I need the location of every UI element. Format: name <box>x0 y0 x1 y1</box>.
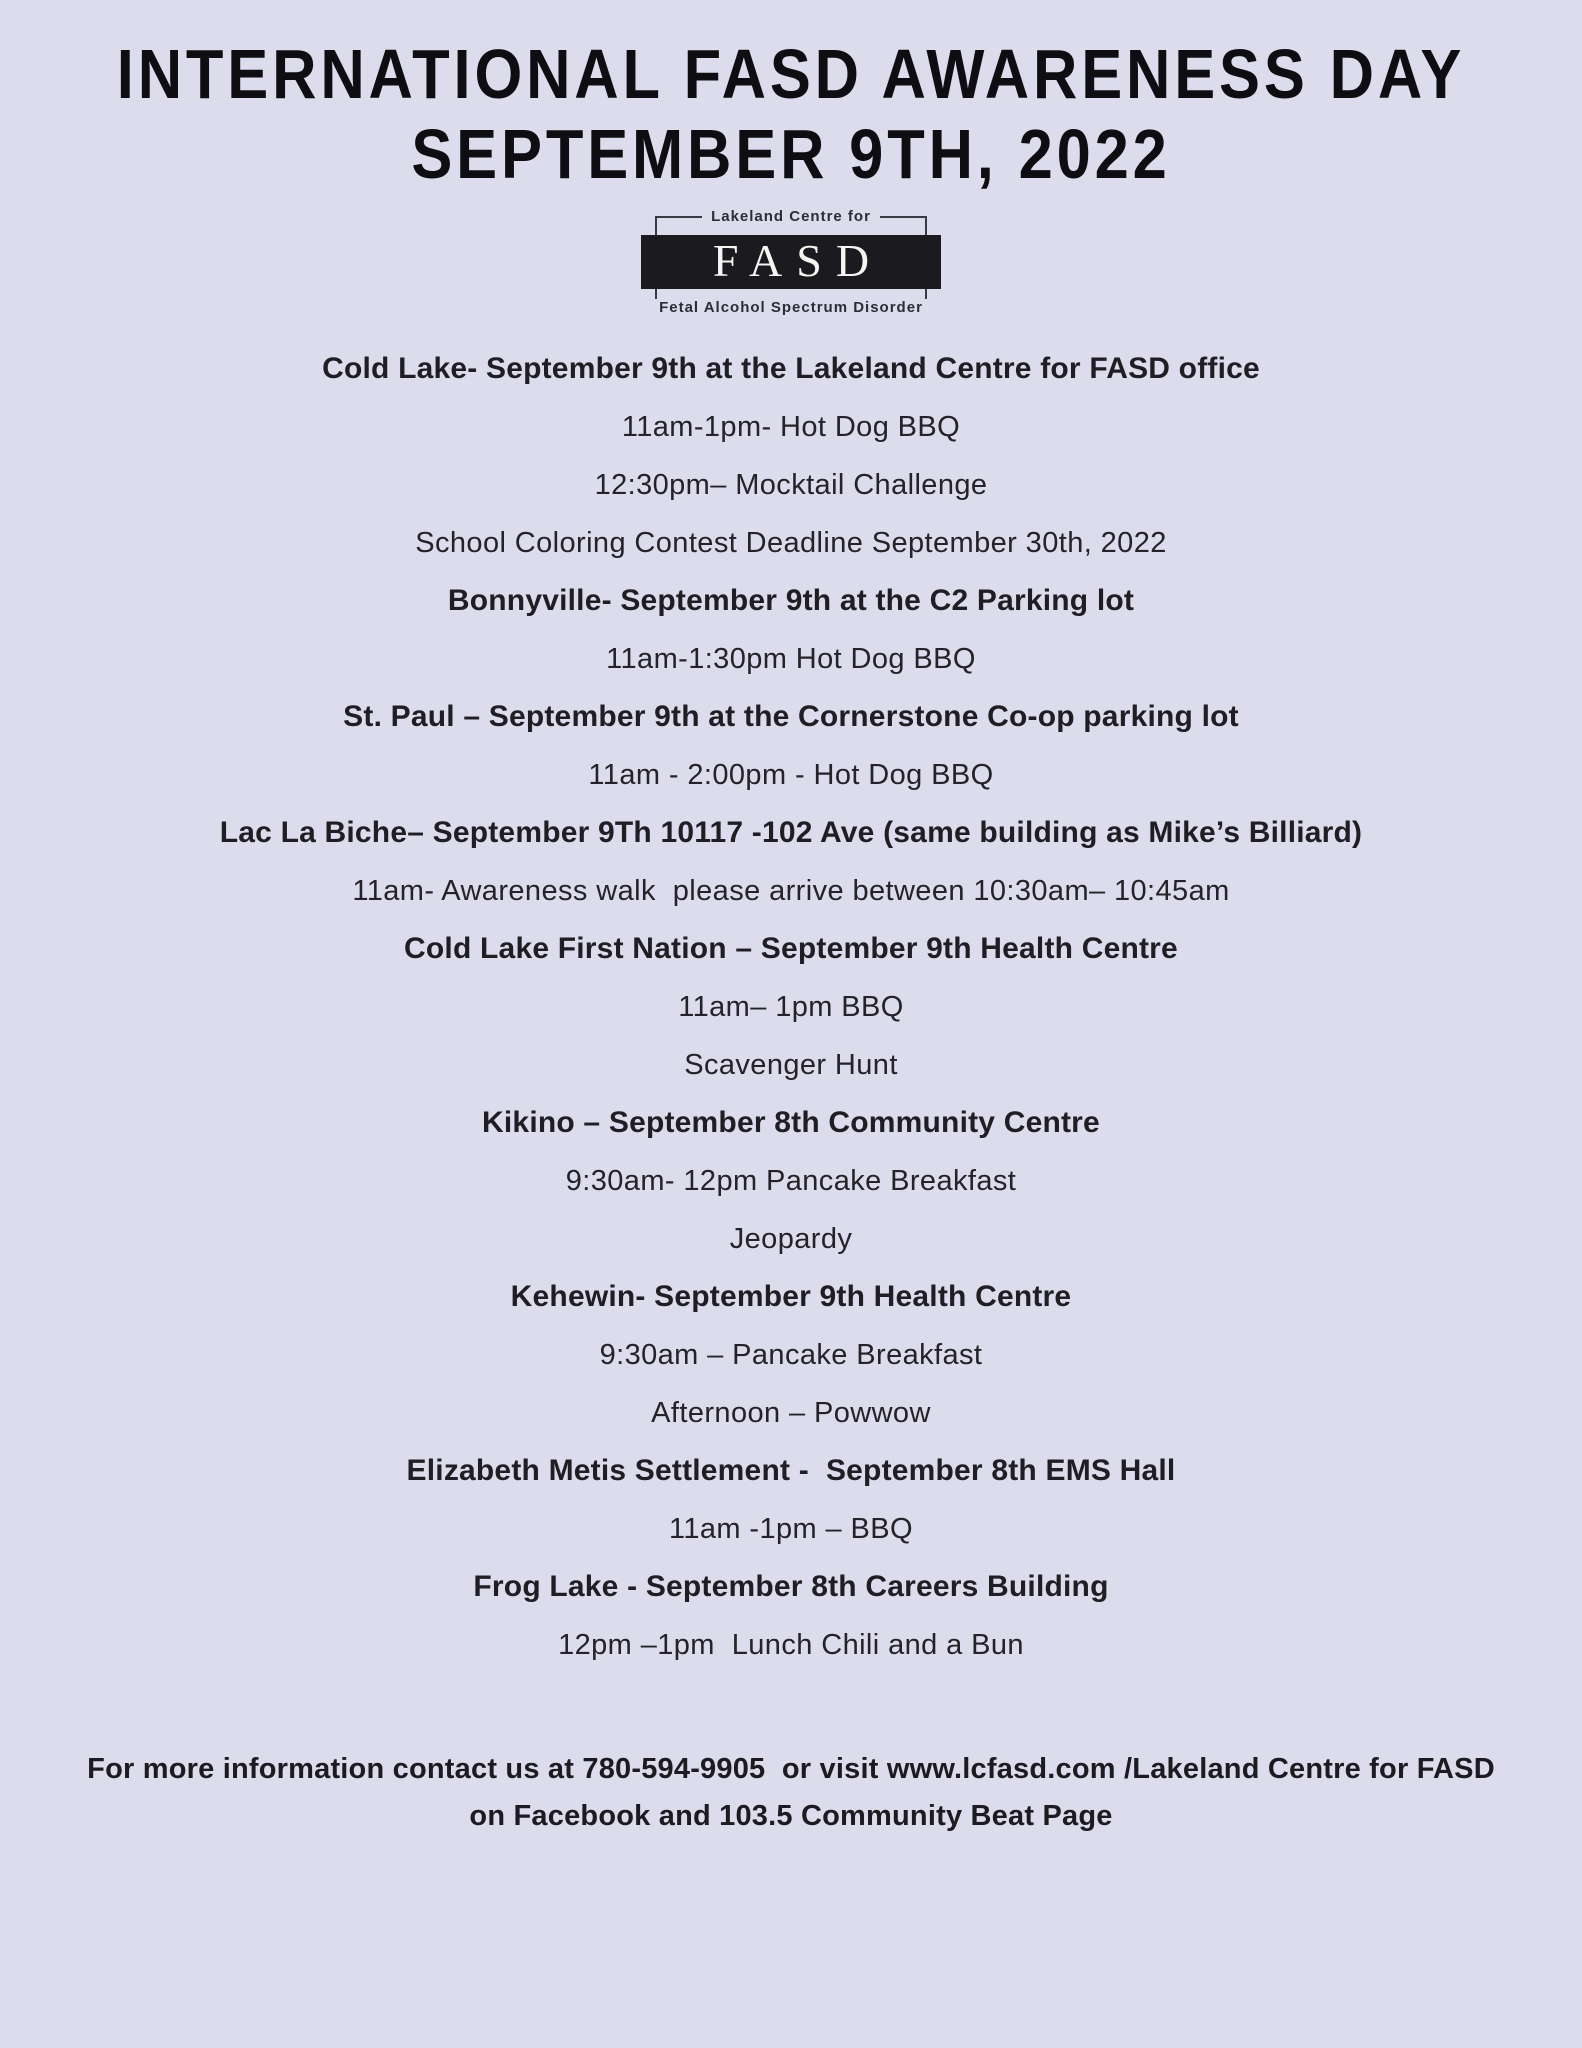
event-detail-line: 9:30am – Pancake Breakfast <box>599 1339 983 1371</box>
event-detail-line: 12:30pm– Mocktail Challenge <box>594 469 988 501</box>
event-detail-line: 11am - 2:00pm - Hot Dog BBQ <box>588 759 994 791</box>
footer-line-1: For more information contact us at 780-594-9905 or visit www.lcfasd.com /Lakeland Centre for FASD <box>87 1753 1495 1785</box>
event-heading: Cold Lake- September 9th at the Lakeland Centre for FASD office <box>322 352 1260 385</box>
event-detail-line: Afternoon – Powwow <box>651 1397 931 1429</box>
event-detail-line: 11am-1pm- Hot Dog BBQ <box>621 411 961 443</box>
logo-top-label <box>641 206 941 227</box>
event-detail-line: 11am -1pm – BBQ <box>668 1513 913 1545</box>
logo-top-label-text: Lakeland Centre for <box>702 208 880 225</box>
event-detail-line: 11am– 1pm BBQ <box>678 991 904 1023</box>
event-detail-line: 12pm –1pm Lunch Chili and a Bun <box>558 1629 1024 1661</box>
event-detail-line: Jeopardy <box>729 1223 853 1255</box>
logo-acronym: FASD <box>641 235 941 289</box>
event-heading: Bonnyville- September 9th at the C2 Parking lot <box>447 584 1135 617</box>
event-heading: Kikino – September 8th Community Centre <box>482 1106 1100 1139</box>
event-list <box>0 340 1582 1674</box>
lakeland-centre-fasd-logo <box>641 206 941 318</box>
title-line-1: INTERNATIONAL FASD AWARENESS DAY <box>116 35 1466 113</box>
event-heading: St. Paul – September 9th at the Cornerstone Co-op parking lot <box>343 700 1239 733</box>
event-detail-line: Scavenger Hunt <box>684 1049 898 1081</box>
page-title <box>0 0 1582 194</box>
footer <box>0 1746 1582 1840</box>
event-heading: Lac La Biche– September 9Th 10117 -102 Ave (same building as Mike’s Billiard) <box>219 816 1363 849</box>
event-detail-line: 11am-1:30pm Hot Dog BBQ <box>606 643 976 675</box>
logo-bottom-label <box>641 297 941 318</box>
event-detail-line: 11am- Awareness walk please arrive between 10:30am– 10:45am <box>352 875 1230 907</box>
title-line-2: SEPTEMBER 9TH, 2022 <box>411 115 1171 193</box>
event-heading: Cold Lake First Nation – September 9th Health Centre <box>404 932 1178 965</box>
event-heading: Kehewin- September 9th Health Centre <box>510 1280 1072 1313</box>
footer-line-2: on Facebook and 103.5 Community Beat Page <box>469 1800 1113 1832</box>
event-heading: Frog Lake - September 8th Careers Building <box>473 1570 1109 1603</box>
logo-bottom-label-text: Fetal Alcohol Spectrum Disorder <box>650 299 932 316</box>
event-detail-line: School Coloring Contest Deadline September 30th, 2022 <box>415 527 1167 559</box>
event-heading: Elizabeth Metis Settlement - September 8th EMS Hall <box>406 1454 1176 1487</box>
event-detail-line: 9:30am- 12pm Pancake Breakfast <box>565 1165 1017 1197</box>
